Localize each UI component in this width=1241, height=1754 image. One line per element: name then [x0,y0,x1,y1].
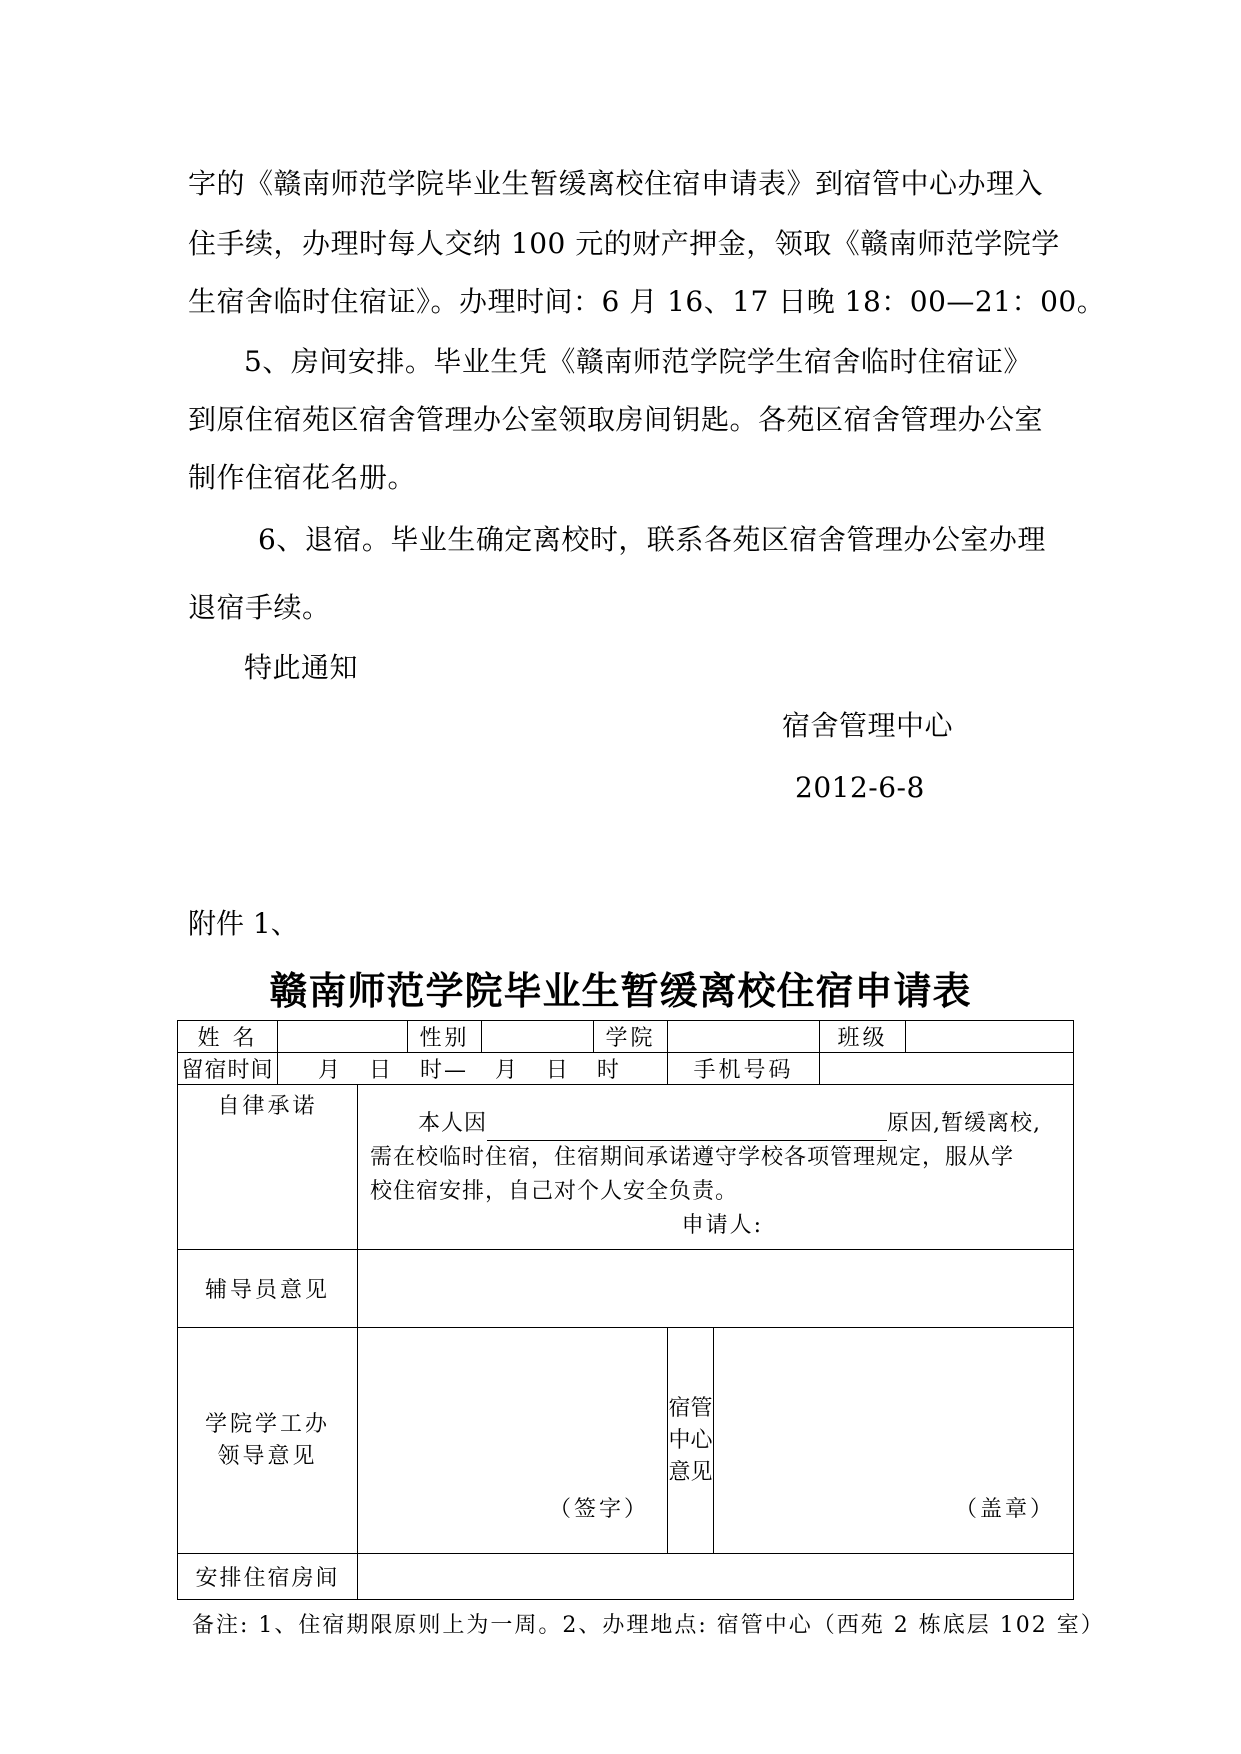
form-title: 赣南师范学院毕业生暂缓离校住宿申请表 [269,969,972,1013]
body-line-3: 生宿舍临时住宿证》。办理时间：6 月 16、17 日晚 18：00—21：00。 [188,285,1106,318]
gender-label: 性别 [408,1021,482,1053]
stay-time-field[interactable]: 月 日 时— 月 日 时 [278,1053,668,1085]
body-line-8: 退宿手续。 [188,591,331,624]
college-field[interactable] [668,1021,820,1053]
college-office-label-1: 学院学工办 [204,1411,330,1437]
reason-blank[interactable] [487,1114,887,1141]
form-note: 备注: 1、住宿期限原则上为一周。2、办理地点: 宿管中心（西苑 2 栋底层 102 室） [192,1613,1105,1638]
counselor-label: 辅导员意见 [178,1250,358,1328]
dorm-center-label-1: 宿管 [668,1395,713,1421]
sender: 宿舍管理中心 [782,709,954,742]
promise-label: 自律承诺 [178,1085,358,1250]
phone-label: 手机号码 [668,1053,820,1085]
body-line-5: 到原住宿苑区宿舍管理办公室领取房间钥匙。各苑区宿舍管理办公室 [188,403,1044,436]
application-form [177,1020,1074,1600]
body-line-2: 住手续，办理时每人交纳 100 元的财产押金，领取《赣南师范学院学 [188,227,1060,260]
promise-line-3: 校住宿安排，自己对个人安全负责。 [370,1179,739,1204]
class-label: 班级 [820,1021,906,1053]
promise-suffix: 原因,暂缓离校, [887,1111,1042,1136]
date: 2012-6-8 [795,771,925,804]
room-field[interactable] [358,1554,1074,1600]
stamp-label: （盖章） [954,1497,1055,1522]
college-office-label-2: 领导意见 [217,1443,318,1469]
dorm-center-label [668,1328,714,1554]
room-label: 安排住宿房间 [178,1554,358,1600]
dorm-center-field[interactable] [714,1328,1074,1554]
body-line-9: 特此通知 [244,651,359,684]
promise-line-2: 需在校临时住宿，住宿期间承诺遵守学校各项管理规定，服从学 [370,1145,1015,1170]
body-line-6: 制作住宿花名册。 [188,461,417,494]
body-line-7: 6、退宿。毕业生确定离校时，联系各苑区宿舍管理办公室办理 [258,523,1046,556]
annex-label: 附件 1、 [188,907,299,940]
dorm-center-label-3: 意见 [668,1459,713,1485]
dorm-center-label-2: 中心 [668,1427,713,1453]
promise-prefix: 本人因 [418,1111,488,1136]
name-field[interactable] [278,1021,408,1053]
phone-field[interactable] [820,1053,1074,1085]
college-label: 学院 [594,1021,668,1053]
college-office-label [178,1328,358,1554]
body-line-1: 字的《赣南师范学院毕业生暂缓离校住宿申请表》到宿管中心办理入 [188,167,1044,200]
signature-label: （签字） [548,1497,649,1522]
stay-time-label: 留宿时间 [178,1053,278,1085]
class-field[interactable] [906,1021,1074,1053]
name-label: 姓 名 [178,1021,278,1053]
gender-field[interactable] [482,1021,594,1053]
body-line-4: 5、房间安排。毕业生凭《赣南师范学院学生宿舍临时住宿证》 [244,345,1032,378]
counselor-field[interactable] [358,1250,1074,1328]
promise-field [358,1085,1074,1250]
applicant-label: 申请人: [681,1213,763,1238]
college-office-field[interactable] [358,1328,668,1554]
